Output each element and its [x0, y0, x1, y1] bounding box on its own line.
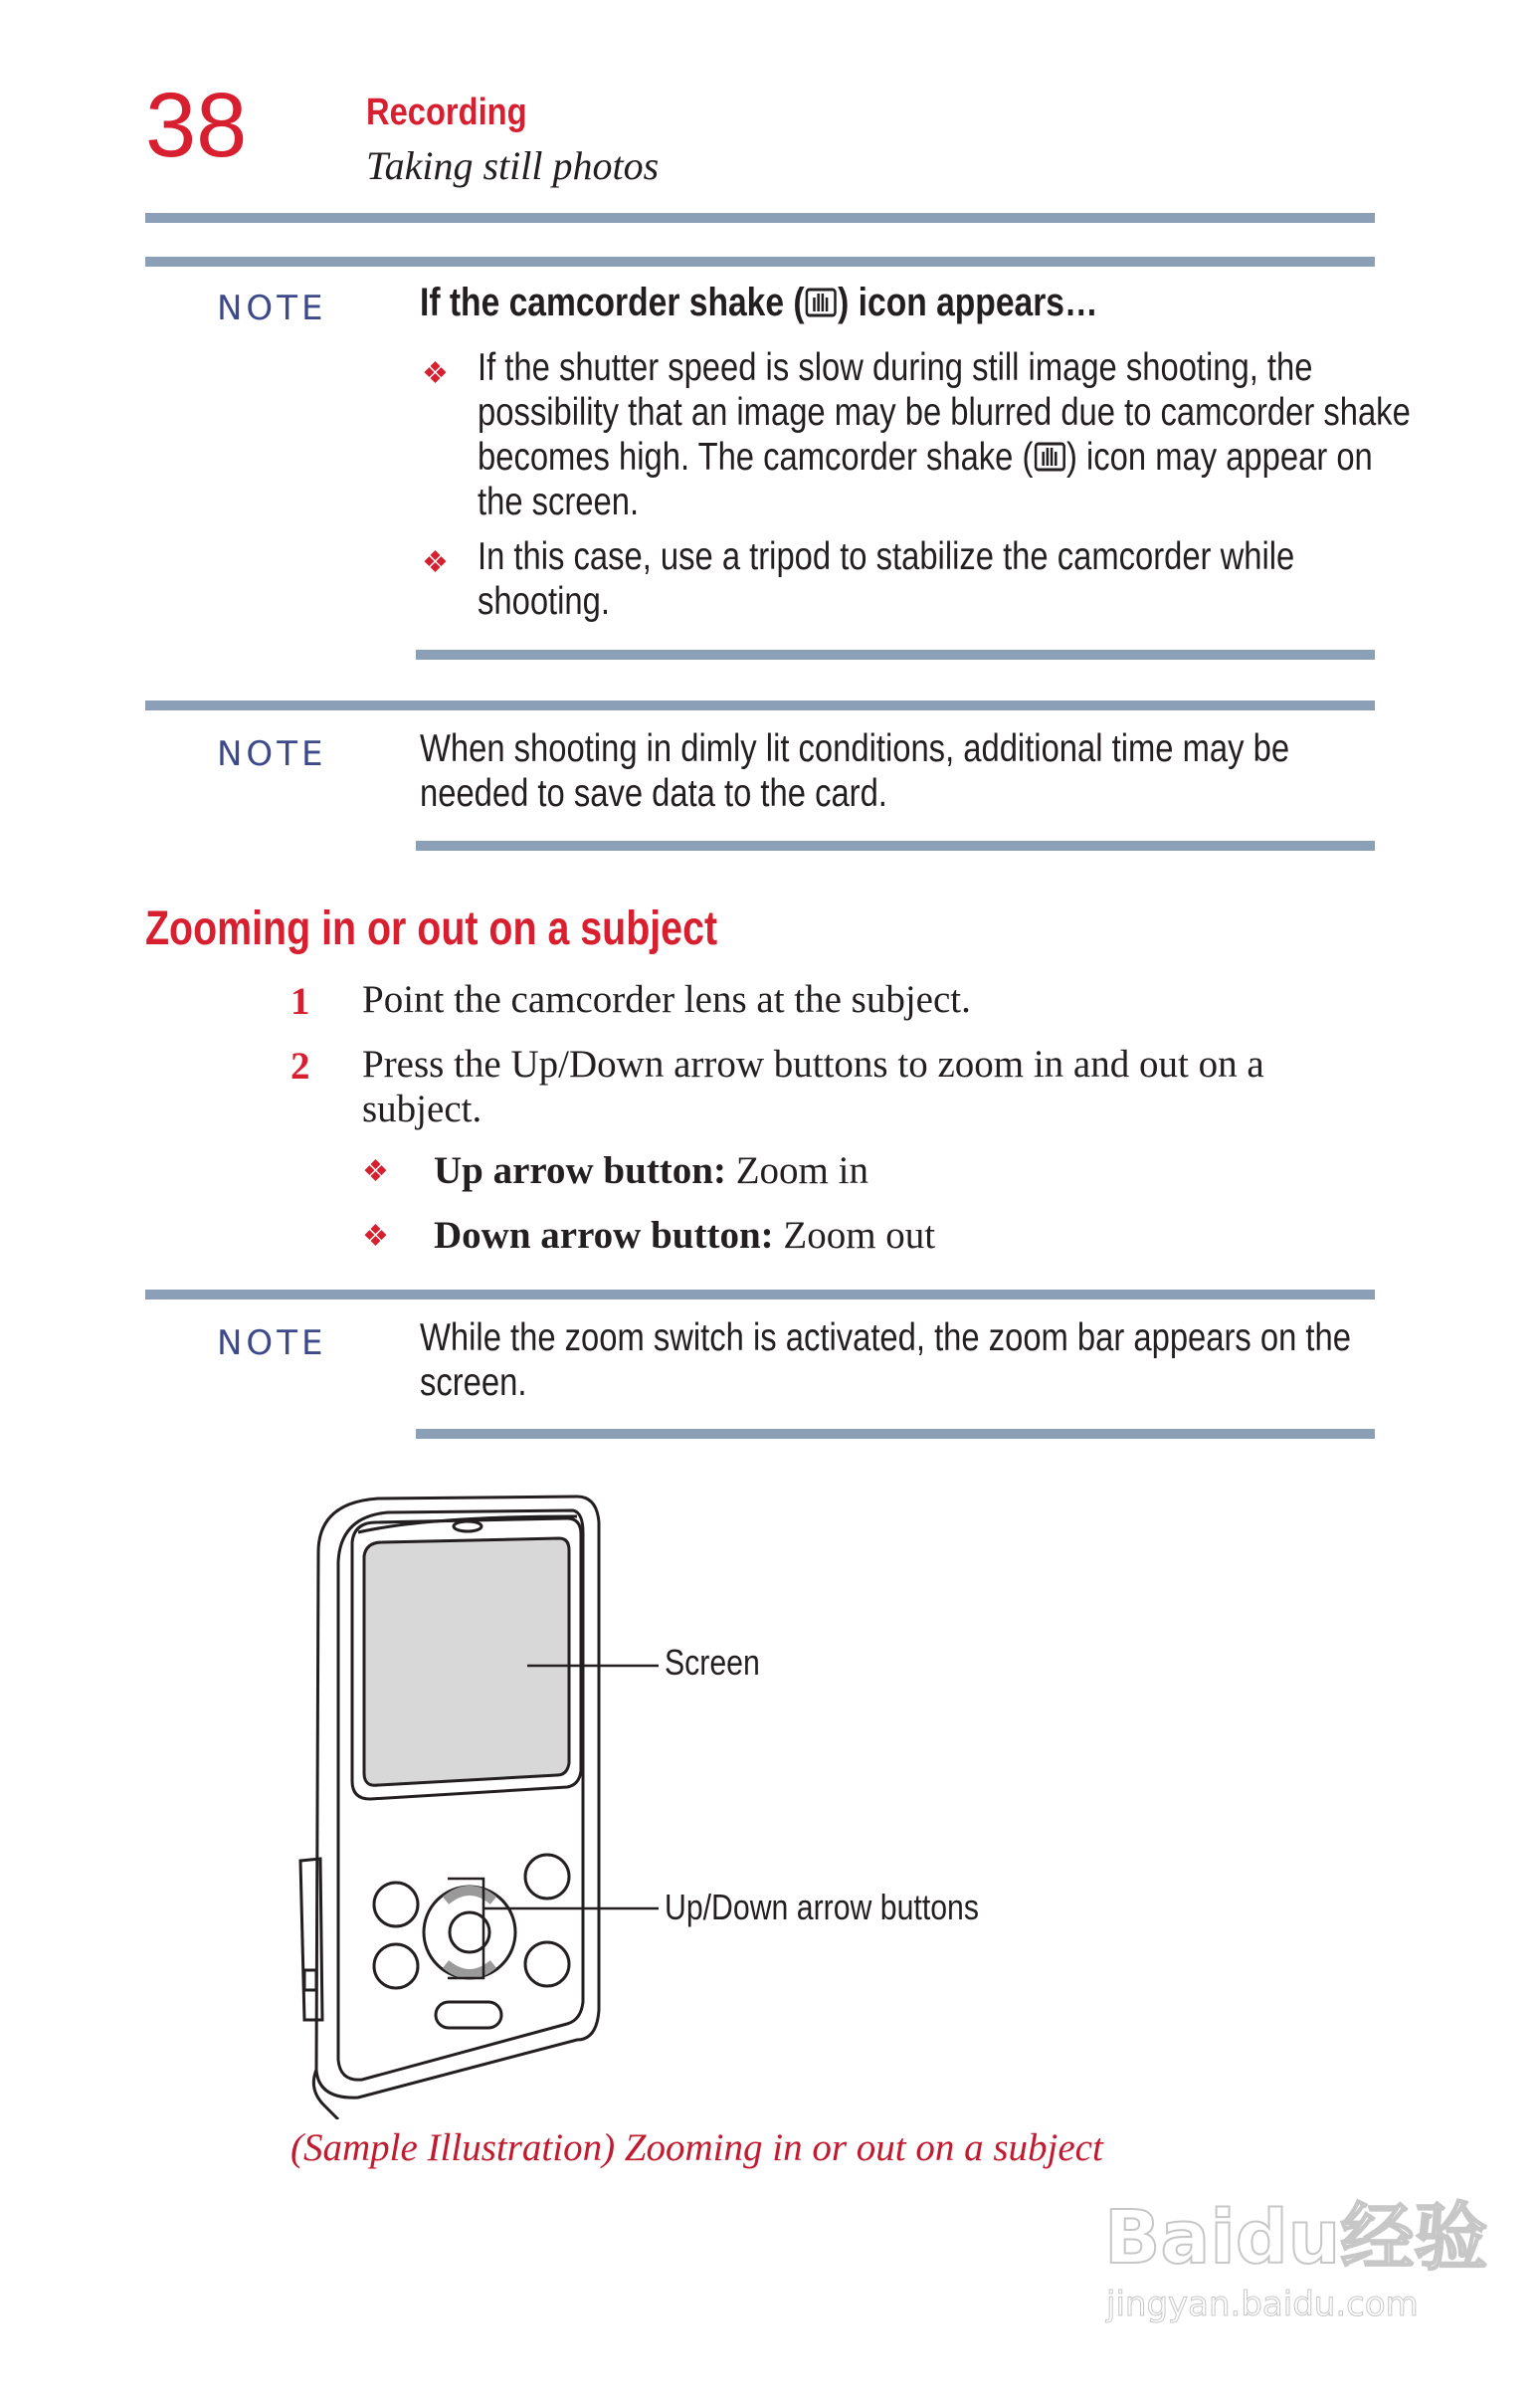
watermark-url: jingyan.baidu.com	[1106, 2285, 1419, 2324]
note1-bullet1-line4: the screen.	[478, 481, 640, 523]
header-rule	[145, 213, 1375, 223]
note3-text	[420, 1315, 1351, 1405]
note2-line1: When shooting in dimly lit conditions, additional time may be	[420, 727, 1290, 770]
note1-bottom-rule	[416, 650, 1375, 660]
note3-line1: While the zoom switch is activated, the zoom bar appears on the	[420, 1316, 1351, 1359]
note3-label: NOTE	[217, 1323, 327, 1363]
step-1-text: Point the camcorder lens at the subject.	[362, 978, 971, 1021]
up-arrow-term: Up arrow button:	[434, 1149, 726, 1192]
note1-bullet1-line3-before: becomes high. The camcorder shake (	[478, 436, 1034, 479]
section-title: Recording	[366, 92, 527, 133]
diamond-bullet-icon: ❖	[362, 1220, 389, 1253]
note3-top-rule	[145, 1290, 1375, 1300]
note1-bullet2-line2: shooting.	[478, 580, 610, 623]
note1-label: NOTE	[217, 289, 327, 328]
section-subtitle: Taking still photos	[366, 143, 660, 188]
diamond-bullet-icon: ❖	[422, 546, 449, 579]
baidu-watermark	[1104, 2179, 1487, 2324]
note1-heading	[420, 281, 1098, 325]
illustration-caption: (Sample Illustration) Zooming in or out on a subject	[290, 2126, 1103, 2169]
down-arrow-desc: Zoom out	[773, 1214, 936, 1257]
diamond-bullet-icon: ❖	[422, 357, 449, 390]
note2-top-rule	[145, 700, 1375, 710]
up-arrow-desc: Zoom in	[725, 1149, 868, 1192]
step-2-line2: subject.	[362, 1088, 482, 1130]
step-2-number: 2	[290, 1045, 310, 1088]
step-2-text	[362, 1042, 1264, 1131]
up-arrow-bullet	[434, 1148, 868, 1193]
diamond-bullet-icon: ❖	[362, 1155, 389, 1188]
note1-bullet1-line3	[478, 435, 1411, 480]
note1-heading-before: If the camcorder shake (	[420, 281, 805, 324]
note1-bullet1-line1: If the shutter speed is slow during still image shooting, the	[478, 346, 1313, 389]
camcorder-shake-icon	[1033, 438, 1066, 476]
camcorder-illustration	[279, 1483, 975, 2119]
note1-bullet1-line3-after: ) icon may appear on	[1066, 436, 1373, 479]
page-number: 38	[145, 75, 248, 176]
camcorder-shake-icon	[805, 284, 839, 321]
down-arrow-bullet	[434, 1213, 935, 1258]
callout-up-down-arrow-buttons: Up/Down arrow buttons	[665, 1887, 979, 1927]
note2-text	[420, 726, 1289, 816]
callout-screen: Screen	[665, 1642, 760, 1683]
step-2-line1: Press the Up/Down arrow buttons to zoom in and out on a	[362, 1043, 1264, 1086]
note2-bottom-rule	[416, 841, 1375, 851]
watermark-logo-text: Baidu经验	[1104, 2195, 1488, 2281]
down-arrow-term: Down arrow button:	[434, 1214, 774, 1257]
note1-top-rule	[145, 257, 1375, 267]
note1-bullet1-line2: possibility that an image may be blurred due to camcorder shake	[478, 391, 1411, 434]
zoom-section-heading: Zooming in or out on a subject	[145, 902, 718, 955]
note2-label: NOTE	[217, 734, 327, 774]
note1-bullet1	[478, 345, 1411, 524]
note2-line2: needed to save data to the card.	[420, 772, 887, 815]
note3-bottom-rule	[416, 1429, 1375, 1439]
note3-line2: screen.	[420, 1361, 527, 1404]
note1-bullet2	[478, 534, 1294, 624]
note1-bullet2-line1: In this case, use a tripod to stabilize the camcorder while	[478, 535, 1295, 578]
step-1-number: 1	[290, 980, 310, 1023]
note1-heading-after: ) icon appears…	[838, 281, 1098, 324]
